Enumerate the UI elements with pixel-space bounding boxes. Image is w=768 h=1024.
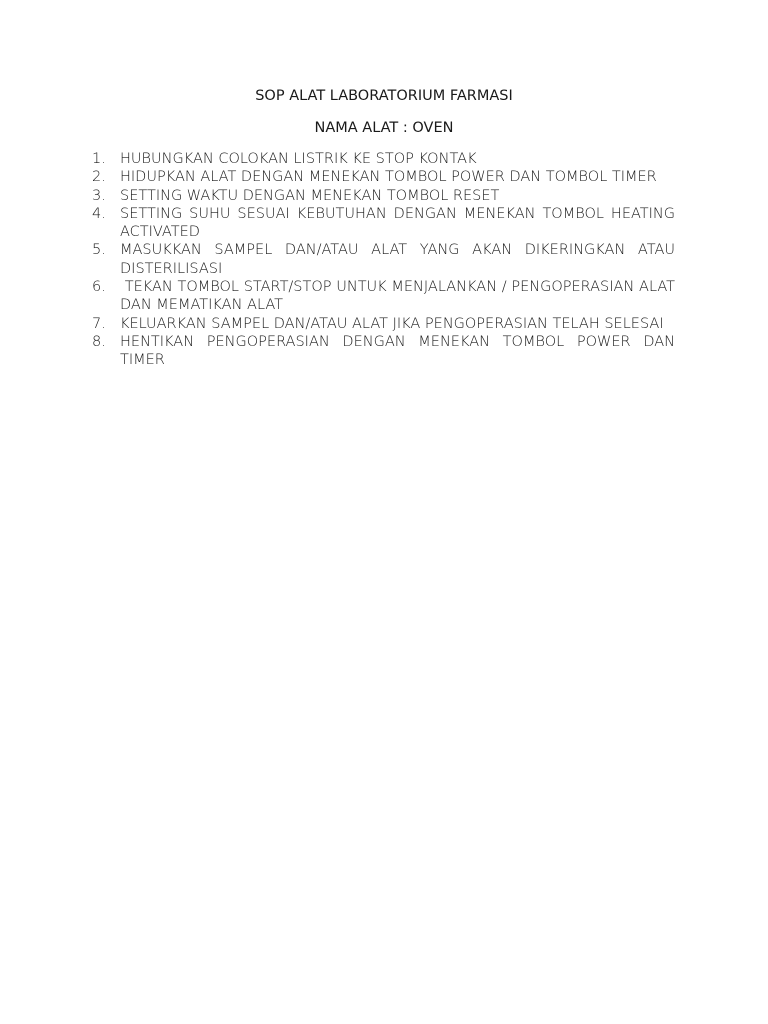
step-number: 5. xyxy=(92,242,106,259)
step-number: 7. xyxy=(92,315,106,332)
list-item xyxy=(92,333,680,370)
list-item xyxy=(92,150,675,168)
list-item xyxy=(92,315,675,333)
step-text: TEKAN TOMBOL START/STOP UNTUK MENJALANKAN / PENGOPERASIAN ALAT DAN MEMATIKAN ALAT xyxy=(120,279,680,314)
document-title: SOP ALAT LABORATORIUM FARMASI xyxy=(255,88,513,104)
step-number: 8. xyxy=(92,333,106,350)
list-item xyxy=(92,187,675,205)
document-subtitle: NAMA ALAT : OVEN xyxy=(314,120,454,136)
step-text: MASUKKAN SAMPEL DAN/ATAU ALAT YANG AKAN DIKERINGKAN ATAU DISTERILISASI xyxy=(120,242,680,277)
step-text: HIDUPKAN ALAT DENGAN MENEKAN TOMBOL POWER DAN TOMBOL TIMER xyxy=(120,169,657,186)
step-text: HENTIKAN PENGOPERASIAN DENGAN MENEKAN TOMBOL POWER DAN TIMER xyxy=(120,333,680,369)
list-item xyxy=(92,278,680,315)
step-text: SETTING WAKTU DENGAN MENEKAN TOMBOL RESET xyxy=(120,187,500,204)
step-number: 6. xyxy=(92,279,106,296)
steps-list xyxy=(92,150,680,370)
step-text: HUBUNGKAN COLOKAN LISTRIK KE STOP KONTAK xyxy=(120,151,477,167)
list-item xyxy=(92,168,675,186)
step-text: KELUARKAN SAMPEL DAN/ATAU ALAT JIKA PENGOPERASIAN TELAH SELESAI xyxy=(120,315,664,332)
step-text: SETTING SUHU SESUAI KEBUTUHAN DENGAN MENEKAN TOMBOL HEATING ACTIVATED xyxy=(120,205,680,241)
step-number: 4. xyxy=(92,205,106,222)
list-item xyxy=(92,241,680,278)
step-number: 3. xyxy=(92,187,106,204)
step-number: 2. xyxy=(92,169,106,186)
step-number: 1. xyxy=(92,151,106,167)
list-item xyxy=(92,205,680,242)
